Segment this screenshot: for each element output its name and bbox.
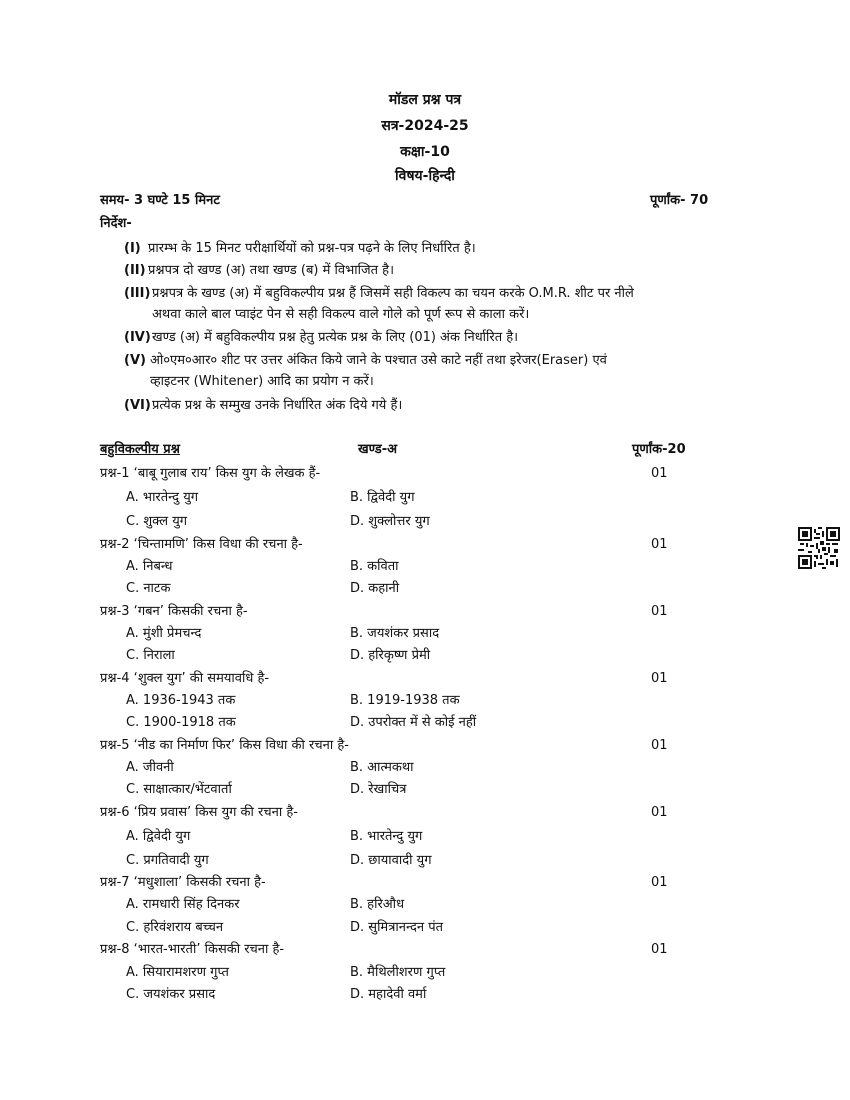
question-marks: 01: [651, 466, 668, 481]
option-d: D. महादेवी वर्मा: [350, 987, 427, 1002]
question-marks: 01: [651, 537, 668, 552]
instruction-number: (VI): [124, 398, 151, 413]
max-marks: पूर्णांक- 70: [650, 193, 709, 208]
instruction-number: (I): [124, 241, 141, 256]
qr-code-icon: [798, 527, 840, 569]
option-c: C. निराला: [126, 648, 175, 663]
question-text: प्रश्न-5 ‘नीड का निर्माण फिर’ किस विधा की रचना है-: [100, 738, 349, 753]
section-name: खण्ड-अ: [358, 442, 398, 457]
instruction-number: (III): [124, 286, 151, 301]
option-d: D. कहानी: [350, 581, 400, 596]
question-text: प्रश्न-1 ‘बाबू गुलाब राय’ किस युग के लेखक हैं-: [100, 466, 321, 481]
option-d: D. छायावादी युग: [350, 853, 432, 868]
paper-title: मॉडल प्रश्न पत्र: [388, 92, 462, 108]
time-allowed: समय- 3 घण्टे 15 मिनट: [100, 193, 220, 208]
instruction-text: प्रश्नपत्र दो खण्ड (अ) तथा खण्ड (ब) में विभाजित है।: [148, 263, 394, 278]
section-type: बहुविकल्पीय प्रश्न: [100, 442, 180, 457]
instruction-text: प्रत्येक प्रश्न के सम्मुख उनके निर्धारित अंक दिये गये हैं।: [152, 398, 403, 413]
section-marks: पूर्णांक-20: [632, 442, 686, 457]
question-text: प्रश्न-8 ‘भारत-भारती’ किसकी रचना है-: [100, 942, 285, 957]
question-marks: 01: [651, 942, 668, 957]
instruction-number: (V): [124, 353, 146, 368]
instruction-number: (IV): [124, 330, 151, 345]
instruction-text: प्रश्नपत्र के खण्ड (अ) में बहुविकल्पीय प्रश्न हैं जिसमें सही विकल्प का चयन करके O.M.R. शीट पर नीले: [152, 286, 634, 301]
question-text: प्रश्न-3 ‘गबन’ किसकी रचना है-: [100, 604, 248, 619]
option-d: D. हरिकृष्ण प्रेमी: [350, 648, 431, 663]
option-c: C. नाटक: [126, 581, 171, 596]
option-c: C. हरिवंशराय बच्चन: [126, 920, 224, 935]
option-c: C. प्रगतिवादी युग: [126, 853, 209, 868]
option-c: C. साक्षात्कार/भेंटवार्ता: [126, 782, 232, 797]
question-marks: 01: [651, 805, 668, 820]
instructions-heading: निर्देश-: [100, 216, 132, 231]
option-d: D. रेखाचित्र: [350, 782, 407, 797]
option-b: B. मैथिलीशरण गुप्त: [350, 965, 446, 980]
instruction-text: अथवा काले बाल प्वाइंट पेन से सही विकल्प वाले गोले को पूर्ण रूप से काला करें।: [152, 307, 530, 322]
option-a: A. भारतेन्दु युग: [126, 490, 199, 505]
question-marks: 01: [651, 738, 668, 753]
option-d: D. शुक्लोत्तर युग: [350, 514, 430, 529]
instruction-text: प्रारम्भ के 15 मिनट परीक्षार्थियों को प्रश्न-पत्र पढ़ने के लिए निर्धारित है।: [148, 241, 476, 256]
option-b: B. आत्मकथा: [350, 760, 414, 775]
option-b: B. कविता: [350, 559, 399, 574]
question-marks: 01: [651, 671, 668, 686]
option-b: B. द्विवेदी युग: [350, 490, 415, 505]
option-a: A. 1936-1943 तक: [126, 693, 236, 708]
option-a: A. द्विवेदी युग: [126, 829, 191, 844]
question-text: प्रश्न-7 ‘मधुशाला’ किसकी रचना है-: [100, 875, 266, 890]
instruction-text: खण्ड (अ) में बहुविकल्पीय प्रश्न हेतु प्रत्येक प्रश्न के लिए (01) अंक निर्धारित है।: [152, 330, 519, 345]
question-marks: 01: [651, 604, 668, 619]
instruction-number: (II): [124, 263, 146, 278]
question-text: प्रश्न-4 ‘शुक्ल युग’ की समयावधि है-: [100, 671, 270, 686]
question-text: प्रश्न-6 ‘प्रिय प्रवास’ किस युग की रचना है-: [100, 805, 298, 820]
option-b: B. 1919-1938 तक: [350, 693, 460, 708]
option-d: D. उपरोक्त में से कोई नहीं: [350, 715, 477, 730]
option-a: A. जीवनी: [126, 760, 174, 775]
instruction-text: व्हाइटनर (Whitener) आदि का प्रयोग न करें।: [150, 374, 374, 389]
option-c: C. 1900-1918 तक: [126, 715, 236, 730]
option-c: C. जयशंकर प्रसाद: [126, 987, 216, 1002]
question-text: प्रश्न-2 ‘चिन्तामणि’ किस विधा की रचना है-: [100, 537, 303, 552]
option-b: B. भारतेन्दु युग: [350, 829, 423, 844]
instruction-text: ओ०एम०आर० शीट पर उत्तर अंकित किये जाने के पश्चात उसे काटे नहीं तथा इरेजर(Eraser) एवं: [150, 353, 607, 368]
option-a: A. सियारामशरण गुप्त: [126, 965, 229, 980]
class: कक्षा-10: [400, 144, 450, 160]
question-marks: 01: [651, 875, 668, 890]
subject: विषय-हिन्दी: [395, 168, 455, 184]
option-b: B. हरिऔध: [350, 897, 405, 912]
option-d: D. सुमित्रानन्दन पंत: [350, 920, 444, 935]
option-a: A. मुंशी प्रेमचन्द: [126, 626, 202, 641]
option-b: B. जयशंकर प्रसाद: [350, 626, 440, 641]
option-a: A. निबन्ध: [126, 559, 173, 574]
session: सत्र-2024-25: [381, 118, 469, 134]
option-a: A. रामधारी सिंह दिनकर: [126, 897, 240, 912]
option-c: C. शुक्ल युग: [126, 514, 188, 529]
